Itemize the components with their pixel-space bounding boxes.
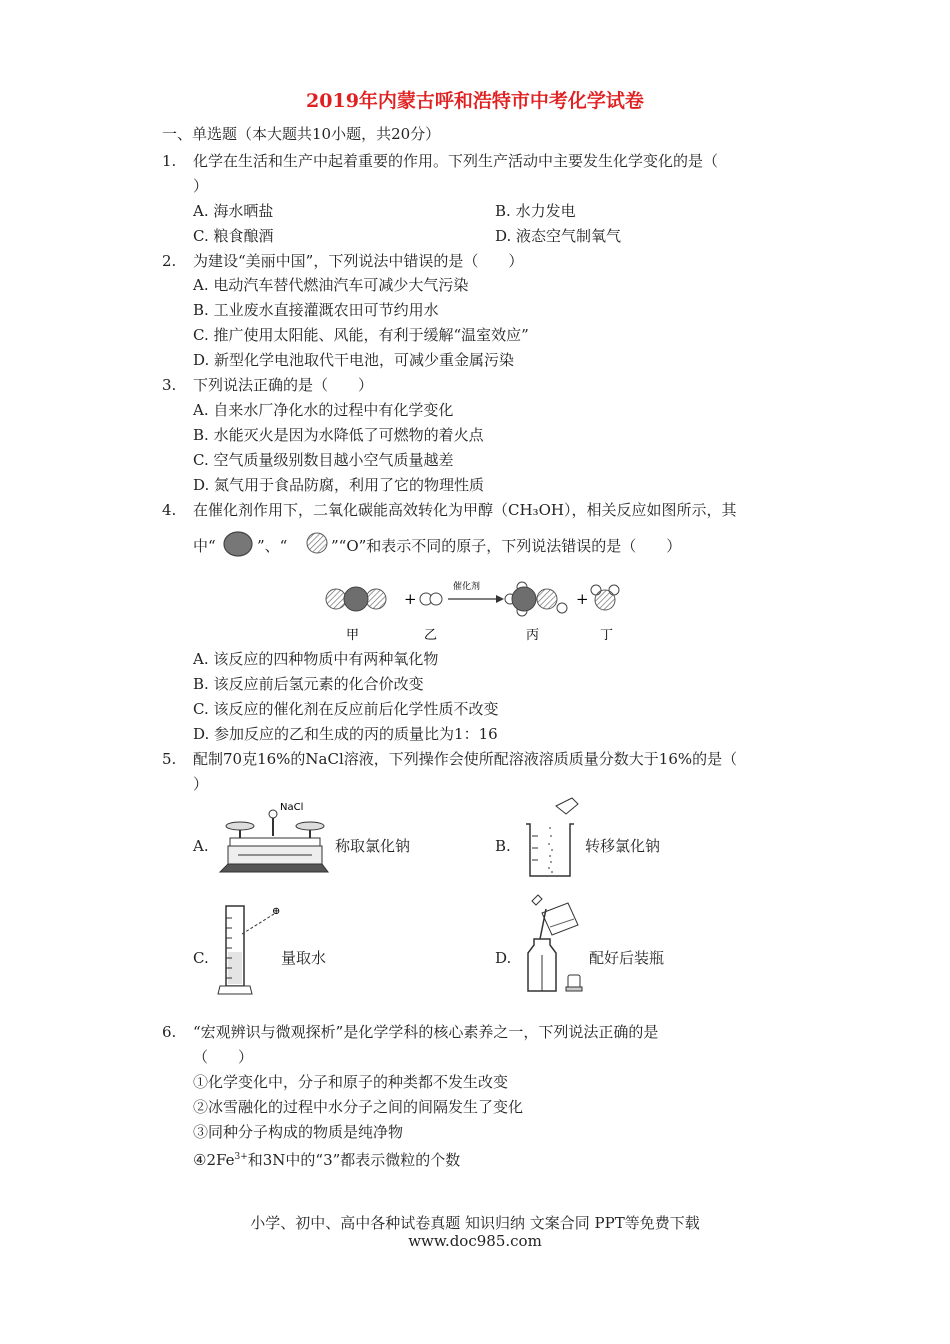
- q4-option-b: 该反应前后氢元素的化合价改变: [213, 675, 424, 693]
- molecule-ch3oh: [505, 582, 567, 616]
- q1-option-d-letter: D.: [495, 227, 512, 245]
- q4-option-b-letter: B.: [193, 675, 209, 693]
- q5-option-d-letter: D.: [495, 949, 512, 967]
- q4-stem-line2c: ”“O”和表示不同的原子，下列说法错误的是（ ）: [331, 537, 682, 555]
- catalyst-label: 催化剂: [453, 582, 481, 592]
- footer-line-1: 小学、初中、高中各种试卷真题 知识归纳 文案合同 PPT等免费下载: [250, 1214, 700, 1232]
- q2-option-d-letter: D.: [193, 351, 210, 369]
- q5-stem: 配制70克16%的NaCl溶液，下列操作会使所配溶液溶质质量分数大于16%的是（: [193, 750, 738, 768]
- q1-number: 1.: [162, 152, 177, 170]
- q3-option-b-letter: B.: [193, 426, 209, 444]
- q6-item-4: [193, 1148, 460, 1169]
- q3-option-d-letter: D.: [193, 476, 210, 494]
- q5-option-a-letter: A.: [193, 837, 209, 855]
- q4-option-a-letter: A.: [193, 650, 209, 668]
- q3-option-a: 自来水厂净化水的过程中有化学变化: [213, 401, 454, 419]
- molecule-h2o: [591, 585, 619, 610]
- q2-number: 2.: [162, 252, 177, 270]
- q1-option-d: 液态空气制氧气: [516, 227, 622, 245]
- molecule-co2: [326, 587, 386, 611]
- q6-number: 6.: [162, 1023, 177, 1041]
- q4-number: 4.: [162, 501, 177, 519]
- footer-url[interactable]: www.doc985.com: [408, 1232, 542, 1250]
- q4-stem-line2b: ”、“: [257, 537, 288, 555]
- q2-stem: 为建设“美丽中国”，下列说法中错误的是（ ）: [193, 252, 524, 270]
- section-heading: 一、单选题（本大题共10小题，共20分）: [162, 125, 441, 143]
- eye-icon: ⊕: [272, 906, 281, 917]
- q6-stem: “宏观辨识与微观探析”是化学学科的核心素养之一，下列说法正确的是: [193, 1023, 659, 1041]
- q1-option-a-letter: A.: [193, 202, 209, 220]
- q1-option-c-letter: C.: [193, 227, 209, 245]
- q2-option-b-letter: B.: [193, 301, 209, 319]
- q6-stem-end: （ ）: [193, 1048, 254, 1066]
- q3-stem: 下列说法正确的是（ ）: [193, 376, 374, 394]
- q1-stem: 化学在生活和生产中起着重要的作用。下列生产活动中主要发生化学变化的是（: [193, 152, 719, 170]
- q5-option-d: 配好后装瓶: [589, 949, 665, 967]
- q2-option-c-letter: C.: [193, 326, 209, 344]
- q2-option-d: 新型化学电池取代干电池，可减少重金属污染: [214, 351, 515, 369]
- q4-stem: 在催化剂作用下，二氧化碳能高效转化为甲醇（CH₃OH），相关反应如图所示，其: [193, 501, 737, 519]
- beaker-transfer-image: [520, 798, 580, 880]
- q3-option-d: 氮气用于食品防腐，利用了它的物理性质: [214, 476, 485, 494]
- q6-item-4-charge: 3+: [234, 1152, 248, 1162]
- bottling-image: [520, 895, 590, 995]
- q2-option-b: 工业废水直接灌溉农田可节约用水: [213, 301, 439, 319]
- hatched-atom-icon: [305, 531, 329, 555]
- gray-atom-icon: [222, 528, 254, 560]
- q6-item-2: ②冰雪融化的过程中水分子之间的间隔发生了变化: [193, 1098, 524, 1116]
- q1-option-b-letter: B.: [495, 202, 511, 220]
- q3-option-c-letter: C.: [193, 451, 209, 469]
- q6-item-4-prefix: ④2Fe: [193, 1151, 235, 1169]
- plus-sign-2: +: [576, 590, 589, 608]
- label-bing: 丙: [526, 628, 540, 643]
- graduated-cylinder-image: [218, 900, 288, 996]
- reaction-diagram: [310, 575, 640, 647]
- balance-scale-image: [218, 800, 328, 880]
- q5-option-c: 量取水: [281, 949, 327, 967]
- q1-option-a: 海水晒盐: [213, 202, 274, 220]
- q1-option-c: 粮食酿酒: [213, 227, 274, 245]
- q3-option-a-letter: A.: [193, 401, 209, 419]
- q6-item-4-rest: 和3N中的“3”都表示微粒的个数: [247, 1151, 461, 1169]
- plus-sign-1: +: [404, 590, 417, 608]
- label-yi: 乙: [424, 628, 438, 643]
- q3-option-c: 空气质量级别数目越小空气质量越差: [213, 451, 454, 469]
- q2-option-a: 电动汽车替代燃油汽车可减少大气污染: [213, 276, 469, 294]
- q4-option-a: 该反应的四种物质中有两种氧化物: [213, 650, 439, 668]
- nacl-label: NaCl: [280, 802, 304, 813]
- q4-option-d-letter: D.: [193, 725, 210, 743]
- q4-option-d: 参加反应的乙和生成的丙的质量比为1：16: [214, 725, 498, 743]
- q5-option-b: 转移氯化钠: [585, 837, 661, 855]
- q5-option-a: 称取氯化钠: [335, 837, 411, 855]
- q4-option-c: 该反应的催化剂在反应前后化学性质不改变: [213, 700, 499, 718]
- q6-item-3: ③同种分子构成的物质是纯净物: [193, 1123, 404, 1141]
- q4-option-c-letter: C.: [193, 700, 209, 718]
- label-jia: 甲: [346, 628, 360, 643]
- q2-option-a-letter: A.: [193, 276, 209, 294]
- q4-stem-line2a: 中“: [193, 537, 216, 555]
- q5-option-b-letter: B.: [495, 837, 511, 855]
- q3-option-b: 水能灭火是因为水降低了可燃物的着火点: [213, 426, 484, 444]
- reaction-arrow: [448, 595, 504, 603]
- q1-option-b: 水力发电: [515, 202, 576, 220]
- q3-number: 3.: [162, 376, 177, 394]
- label-ding: 丁: [600, 628, 614, 643]
- q5-stem-end: ）: [193, 775, 209, 793]
- q5-number: 5.: [162, 750, 177, 768]
- q6-item-1: ①化学变化中，分子和原子的种类都不发生改变: [193, 1073, 509, 1091]
- q5-option-c-letter: C.: [193, 949, 209, 967]
- molecule-h2: [420, 593, 442, 605]
- q1-stem-end: ）: [193, 177, 209, 195]
- page-title: 2019年内蒙古呼和浩特市中考化学试卷: [306, 90, 644, 112]
- q2-option-c: 推广使用太阳能、风能，有利于缓解“温室效应”: [213, 326, 529, 344]
